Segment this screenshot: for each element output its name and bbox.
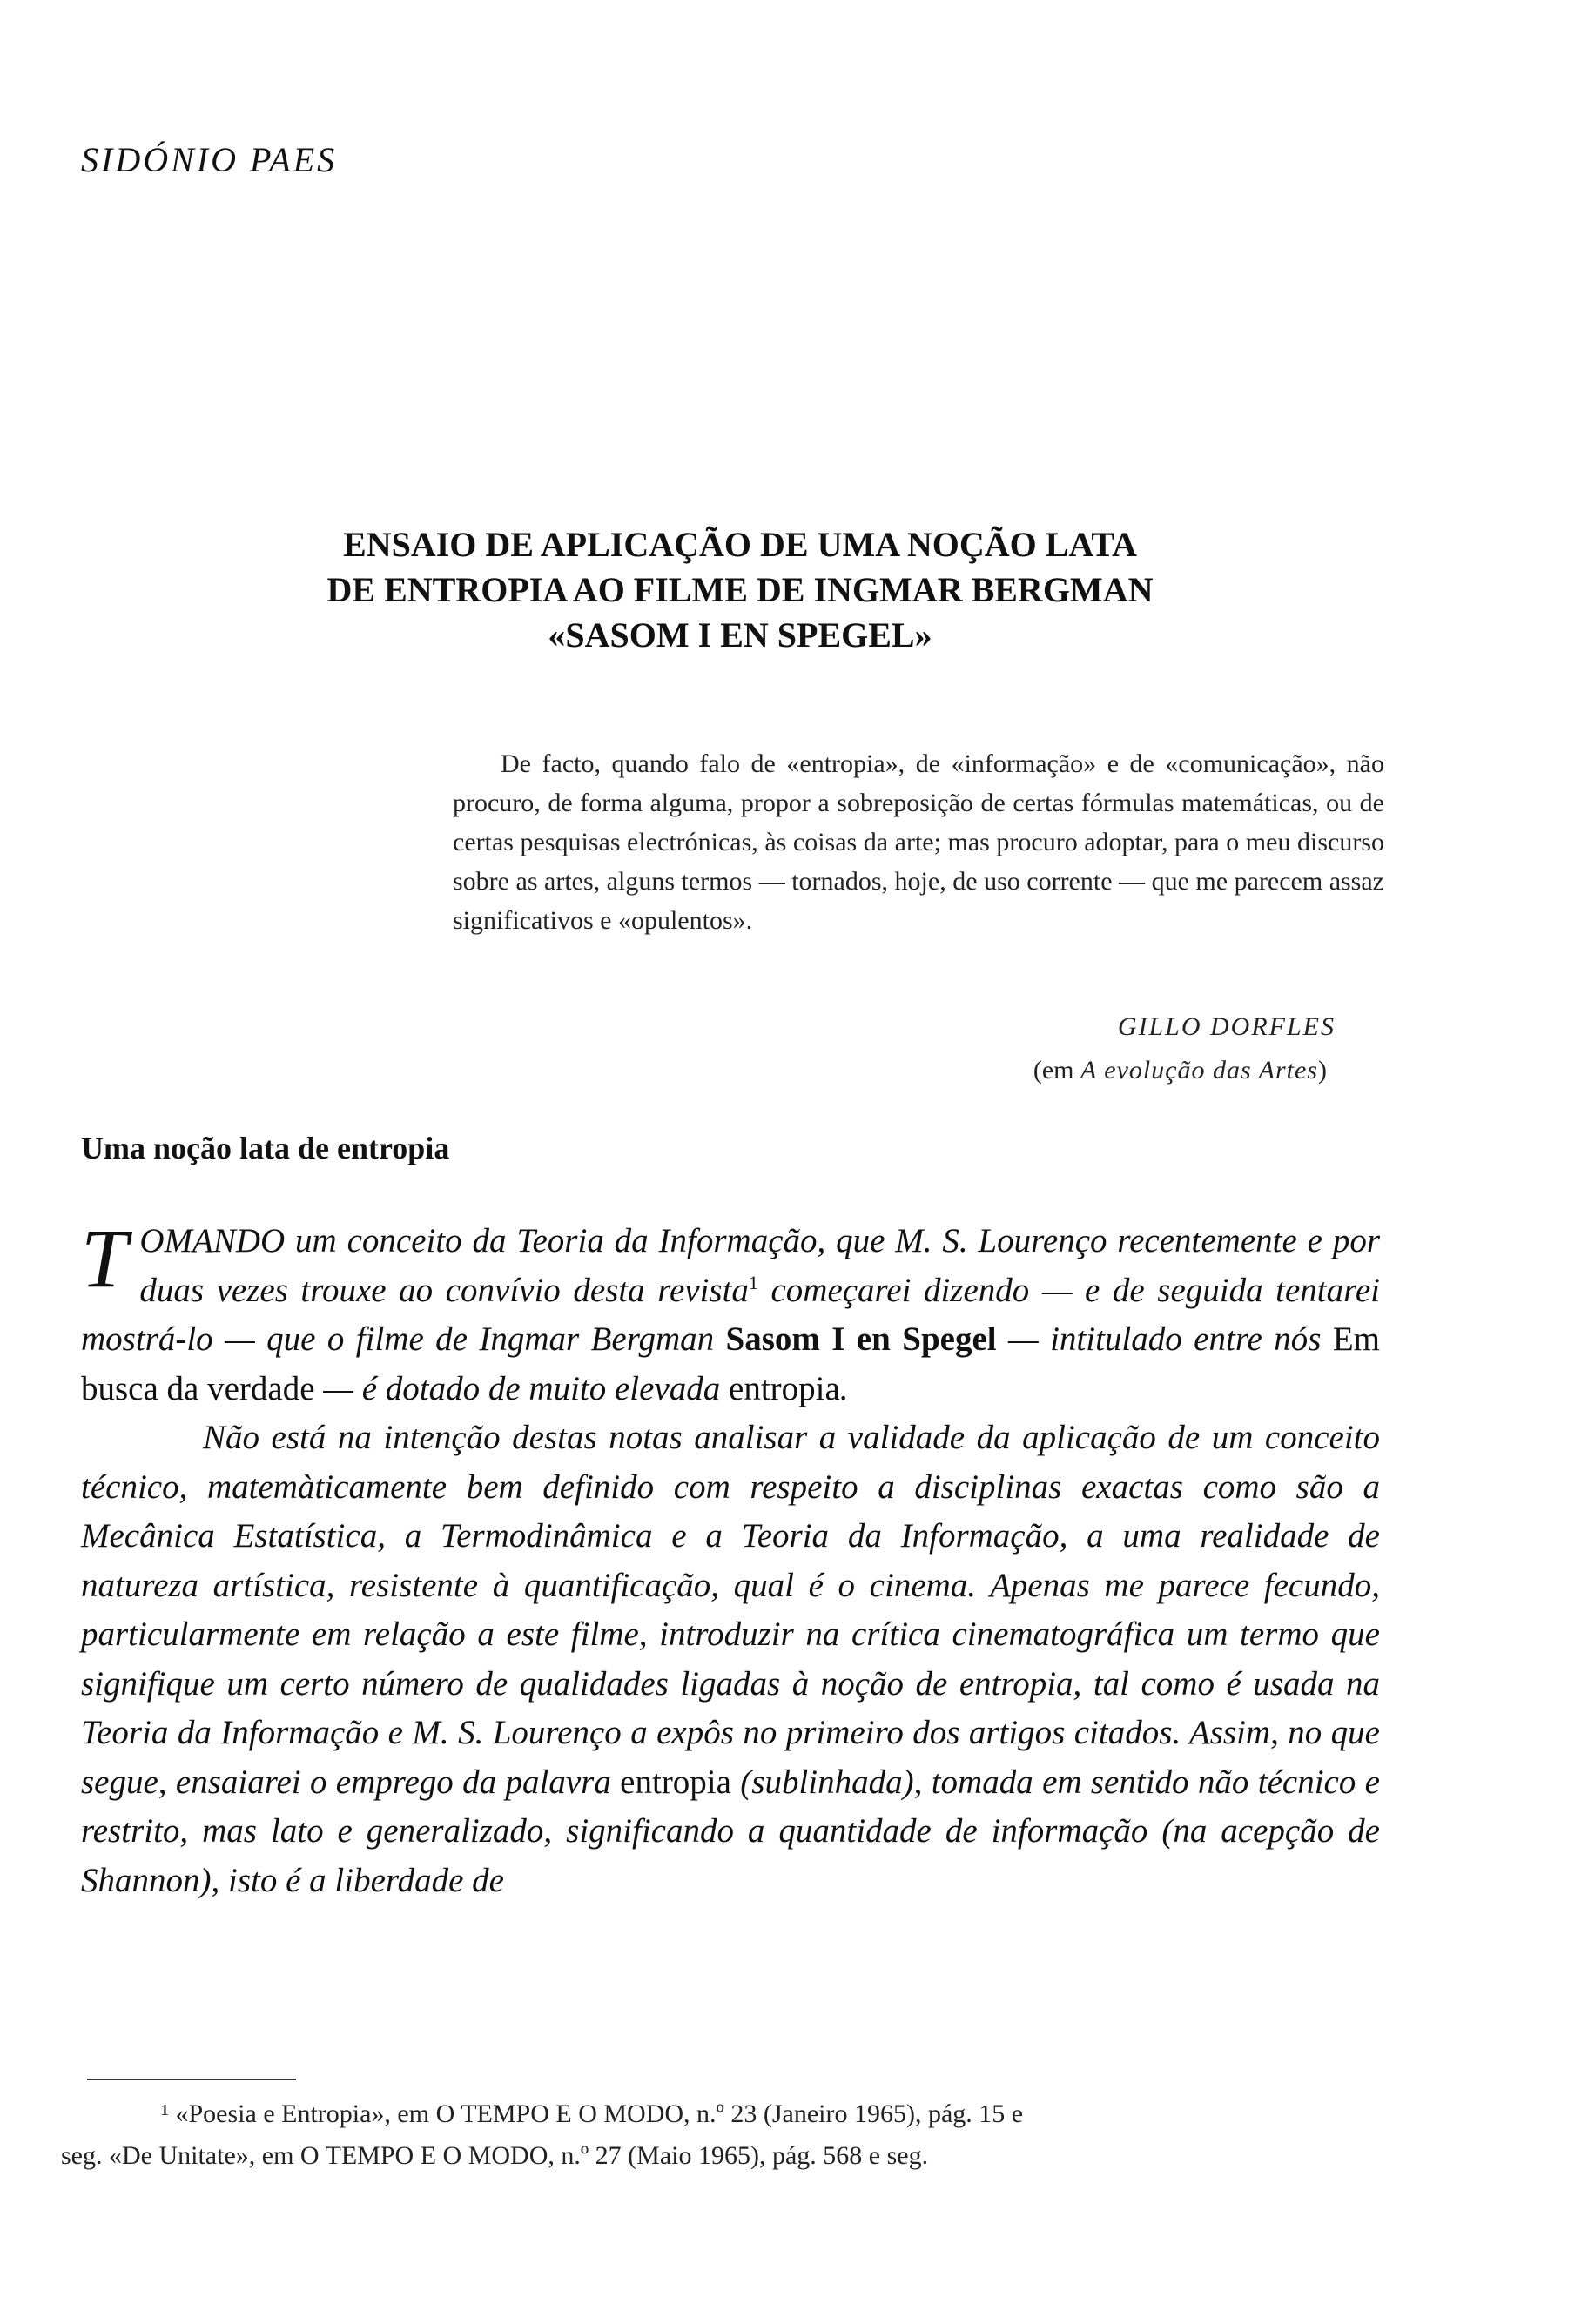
p1-text-5: .: [839, 1369, 849, 1407]
epigraph-source-prefix: (em: [1033, 1056, 1080, 1085]
article-author: SIDÓNIO PAES: [81, 140, 338, 179]
term-entropia: entropia: [729, 1369, 840, 1407]
footnote-line-1: ¹ «Poesia e Entropia», em O TEMPO E O MODO, n.º 23 (Janeiro 1965), pág. 15 e: [161, 2099, 1024, 2128]
title-line-1: ENSAIO DE APLICAÇÃO DE UMA NOÇÃO LATA: [343, 525, 1137, 564]
p2-text-2: (sublinhada), tomada em sentido não técnico e restrito, mas lato e generalizado, significando a quantidade de informação (na acepção de Shannon), isto é a liberdade de: [81, 1763, 1380, 1899]
film-title: Sasom I en Spegel: [725, 1320, 997, 1358]
term-entropia-2: entropia: [620, 1763, 731, 1801]
article-title: [174, 522, 1306, 658]
epigraph-text: De facto, quando falo de «entropia», de «informação» e de «comunicação», não procuro, de forma alguma, propor a sobreposição de certas fórmulas matemáticas, ou de certas pesquisas electrónicas, às coisas da arte; mas procuro adoptar, para o meu discurso sobre as artes, alguns termos — tornados, hoje, de uso corrente — que me parecem assaz significativos e «opulentos».: [453, 749, 1384, 935]
section-heading: Uma noção lata de entropia: [81, 1131, 450, 1165]
film-alt-title: Em busca da verdade: [81, 1320, 1381, 1407]
title-line-2: DE ENTROPIA AO FILME DE INGMAR BERGMAN: [326, 570, 1154, 609]
paragraph-1: [81, 1212, 1381, 1414]
footnote-divider: [87, 2079, 296, 2080]
footnote: [52, 2093, 1402, 2177]
footnote-line-2: seg. «De Unitate», em O TEMPO E O MODO, n.º 27 (Maio 1965), pág. 568 e seg.: [61, 2141, 929, 2170]
paragraph-2: [81, 1414, 1380, 1905]
footnote-ref: 1: [748, 1271, 758, 1293]
drop-cap: T: [81, 1212, 128, 1305]
title-line-3: «SASOM I EN SPEGEL»: [548, 615, 932, 655]
epigraph-source-title: A evolução das Artes: [1080, 1056, 1318, 1085]
epigraph-source: [1033, 1056, 1327, 1085]
p1-text-3: — intitulado entre nós: [996, 1320, 1333, 1358]
article-body: [81, 1212, 1381, 1905]
epigraph-author: GILLO DORFLES: [1117, 1012, 1336, 1041]
p1-text-2: começarei dizendo — e de seguida tentarei mostrá-lo — que o filme de Ingmar Bergman: [81, 1271, 1380, 1358]
epigraph-quote: [453, 744, 1384, 940]
p1-text-4: — é dotado de muito elevada: [314, 1369, 730, 1407]
epigraph-source-suffix: ): [1318, 1056, 1327, 1085]
p1-text-1: OMANDO um conceito da Teoria da Informação, que M. S. Lourenço recentemente e por duas vezes trouxe ao convívio desta revista: [139, 1222, 1380, 1309]
p2-text-1: Não está na intenção destas notas analisar a validade da aplicação de um conceito técnico, matemàticamente bem definido com respeito a disciplinas exactas como são a Mecânica Estatística, a Termodinâmica e a Teoria da Informação, a uma realidade de natureza artística, resistente à quantificação, qual é o cinema. Apenas me parece fecundo, particularmente em relação a este filme, introduzir na crítica cinematográfica um termo que signifique um certo número de qualidades ligadas à noção de entropia, tal como é usada na Teoria da Informação e M. S. Lourenço a expôs no primeiro dos artigos citados. Assim, no que segue, ensaiarei o emprego da palavra: [81, 1419, 1380, 1801]
